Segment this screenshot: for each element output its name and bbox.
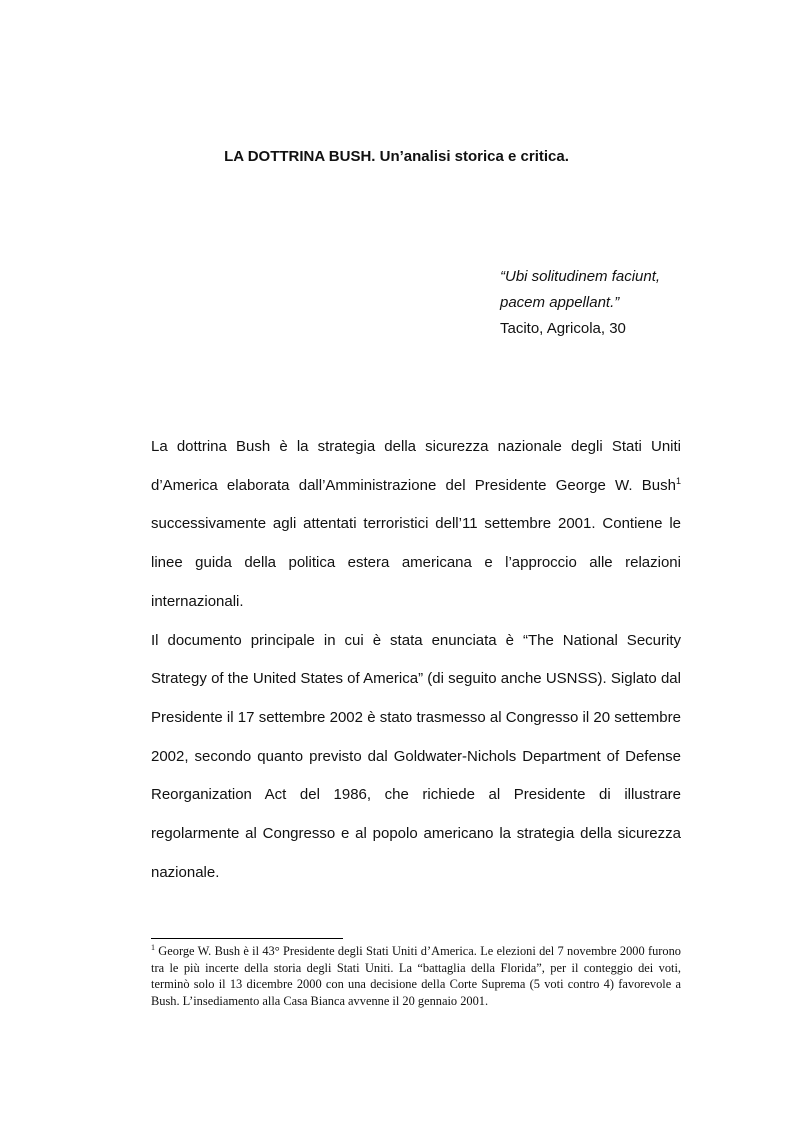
footnote-divider <box>151 938 343 939</box>
footnote-text: George W. Bush è il 43° Presidente degli Stati Uniti d’America. Le elezioni del 7 novembre 2000 furono tra le più incerte della storia degli Stati Uniti. La “battaglia della Florida”, per il conteggio dei voti, terminò solo il 13 dicembre 2000 con una decisione della Corte Suprema (5 voti contro 4) favorevole a Bush. L’insediamento alla Casa Bianca avvenne il 20 gennaio 2001. <box>151 944 681 1008</box>
document-title: LA DOTTRINA BUSH. Un’analisi storica e critica. <box>224 148 569 165</box>
footnote <box>151 943 681 1009</box>
body-text <box>151 428 681 892</box>
epigraph-source: Tacito, Agricola, 30 <box>500 320 626 337</box>
paragraph-1-text-a: La dottrina Bush è la strategia della sicurezza nazionale degli Stati Uniti d’America elaborata dall’Amministrazione del Presidente George W. Bush <box>151 438 681 494</box>
footnote-reference: 1 <box>675 475 681 486</box>
paragraph-1-text-b: successivamente agli attentati terroristici dell’11 settembre 2001. Contiene le linee guida della politica estera americana e l’approccio alle relazioni internazionali. <box>151 515 681 610</box>
epigraph-quote-line-2: pacem appellant.” <box>500 294 620 311</box>
epigraph-quote-line-1: “Ubi solitudinem faciunt, <box>500 268 661 285</box>
epigraph <box>500 264 660 342</box>
footnote-number: 1 <box>151 943 155 952</box>
paragraph-1 <box>151 428 681 622</box>
paragraph-2: Il documento principale in cui è stata enunciata è “The National Security Strategy of the United States of America” (di seguito anche USNSS). Siglato dal Presidente il 17 settembre 2002 è stato trasmesso al Congresso il 20 settembre 2002, secondo quanto previsto dal Goldwater-Nichols Department of Defense Reorganization Act del 1986, che richiede al Presidente di illustrare regolarmente al Congresso e al popolo americano la strategia della sicurezza nazionale. <box>151 631 681 881</box>
